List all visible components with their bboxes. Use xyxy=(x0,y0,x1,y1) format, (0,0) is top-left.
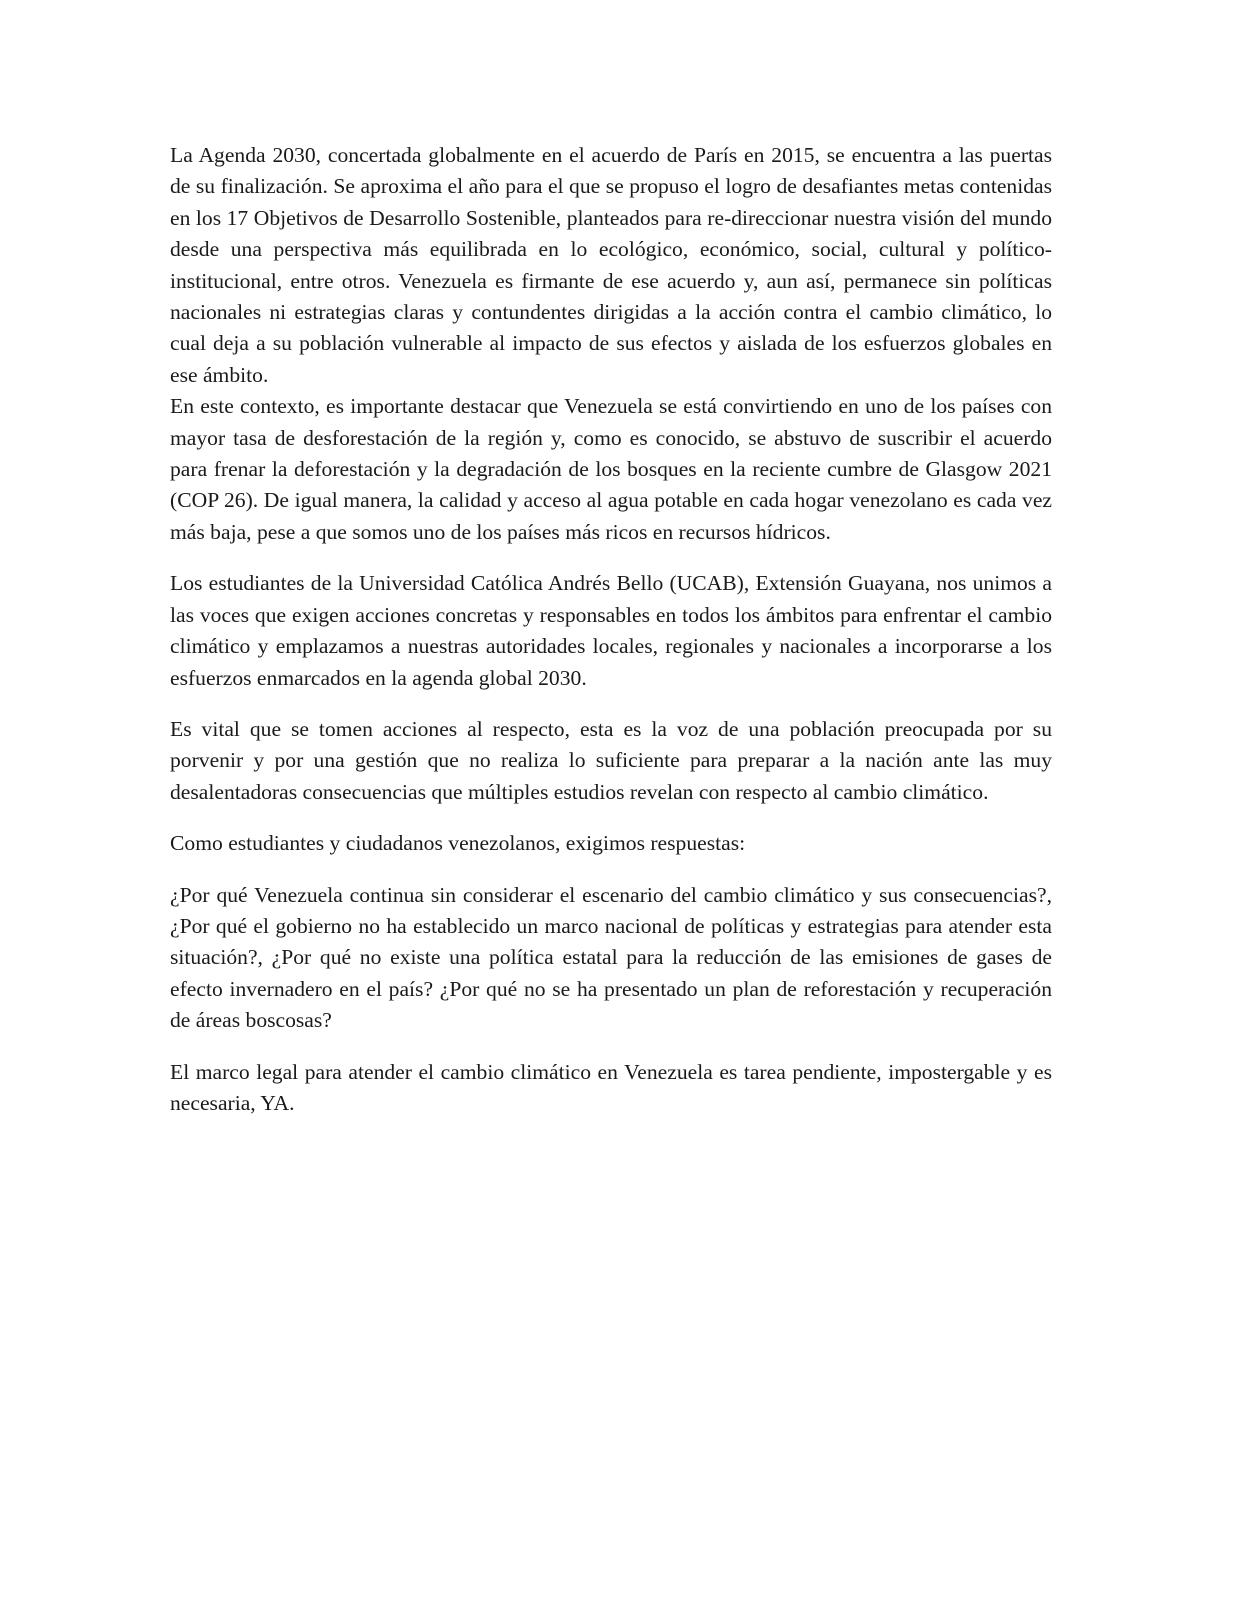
paragraph-questions: ¿Por qué Venezuela continua sin considerar el escenario del cambio climático y sus consecuencias?, ¿Por qué el gobierno no ha establecido un marco nacional de políticas y estrategias para atender esta situación?, ¿Por qué no existe una política estatal para la reducción de las emisiones de gases de efecto invernadero en el país? ¿Por qué no se ha presentado un plan de reforestación y recuperación de áreas boscosas? xyxy=(170,882,1052,1033)
paragraph-legal-framework: El marco legal para atender el cambio climático en Venezuela es tarea pendiente, impostergable y es necesaria, YA. xyxy=(170,1059,1052,1115)
paragraph-context-deforestation: En este contexto, es importante destacar que Venezuela se está convirtiendo en uno de los países con mayor tasa de desforestación de la región y, como es conocido, se abstuvo de suscribir el acuerdo para frenar la deforestación y la degradación de los bosques en la reciente cumbre de Glasgow 2021 (COP 26). De igual manera, la calidad y acceso al agua potable en cada hogar venezolano es cada vez más baja, pese a que somos uno de los países más ricos en recursos hídricos. xyxy=(170,394,1052,544)
paragraph-vital-actions: Es vital que se tomen acciones al respecto, esta es la voz de una población preocupada por su porvenir y por una gestión que no realiza lo suficiente para preparar a la nación ante las muy desalentadoras consecuencias que múltiples estudios revelan con respecto al cambio climático. xyxy=(170,716,1052,804)
paragraph-ucab-students: Los estudiantes de la Universidad Católica Andrés Bello (UCAB), Extensión Guayana, nos unimos a las voces que exigen acciones concretas y responsables en todos los ámbitos para enfrentar el cambio climático y emplazamos a nuestras autoridades locales, regionales y nacionales a incorporarse a los esfuerzos enmarcados en la agenda global 2030. xyxy=(170,571,1052,690)
paragraph-demand-answers: Como estudiantes y ciudadanos venezolanos, exigimos respuestas: xyxy=(170,831,746,856)
paragraph-agenda-2030: La Agenda 2030, concertada globalmente en el acuerdo de París en 2015, se encuentra a las puertas de su finalización. Se aproxima el año para el que se propuso el logro de desafiantes metas contenidas en los 17 Objetivos de Desarrollo Sostenible, planteados para re-direccionar nuestra visión del mundo desde una perspectiva más equilibrada en lo ecológico, económico, social, cultural y político-institucional, entre otros. Venezuela es firmante de ese acuerdo y, aun así, permanece sin políticas nacionales ni estrategias claras y contundentes dirigidas a la acción contra el cambio climático, lo cual deja a su población vulnerable al impacto de sus efectos y aislada de los esfuerzos globales en ese ámbito. xyxy=(170,143,1052,387)
document-body xyxy=(170,140,1052,1139)
